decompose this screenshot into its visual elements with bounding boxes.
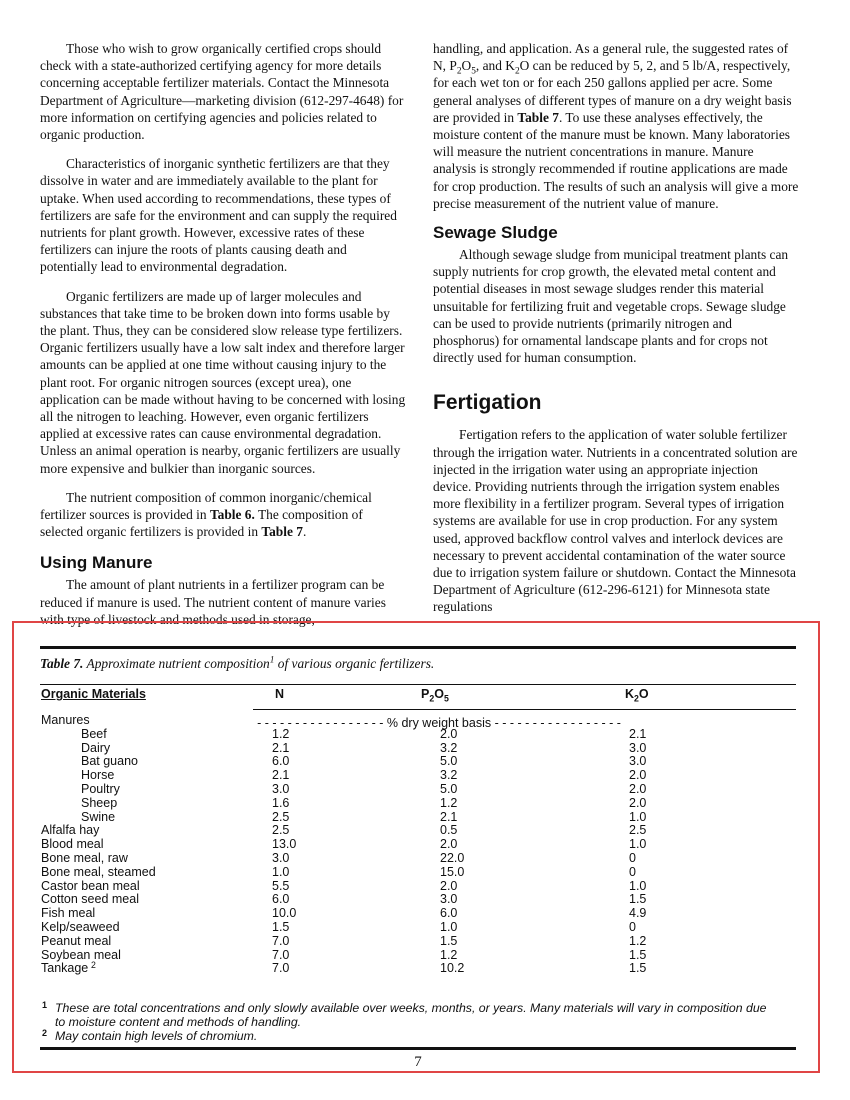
value-n: 6.0 [272, 754, 290, 769]
value-n: 7.0 [272, 933, 290, 948]
text-run: O [434, 687, 444, 701]
material-name: Peanut meal [41, 933, 112, 948]
value-n: 10.0 [272, 906, 297, 921]
value-k: 0 [629, 919, 636, 934]
footnote-text: These are total concentrations and only slowly available over weeks, months, or years. Many materials will vary in composition due to moisture content and methods of handling. [55, 1001, 767, 1029]
footnote-text: May contain high levels of chromium. [55, 1029, 258, 1043]
value-p: 6.0 [440, 906, 458, 921]
table-row [0, 755, 850, 769]
value-k: 4.9 [629, 906, 647, 921]
value-n: 1.5 [272, 919, 290, 934]
value-n: 1.0 [272, 864, 290, 879]
value-k: 1.5 [629, 892, 647, 907]
material-name: Manures [41, 713, 90, 727]
paragraph-certification: Those who wish to grow organically certified crops should check with a state-authorized certifying agency for more details concerning acceptable fertilizer materials. Contact the Minnesota Department of Agriculture—marketing division (612-297-4648) for more information on certifying agencies and policies related to organic production. [40, 41, 404, 143]
table-row [0, 824, 850, 838]
value-k: 1.0 [629, 837, 647, 852]
value-n: 13.0 [272, 837, 297, 852]
value-n: 7.0 [272, 947, 290, 962]
units-rule [253, 709, 796, 710]
material-name: Blood meal [41, 837, 104, 852]
subscript: 2 [456, 66, 462, 77]
value-k: 0 [629, 850, 636, 865]
material-name: Beef [81, 726, 107, 741]
value-p: 3.2 [440, 768, 458, 783]
table-row [0, 769, 850, 783]
value-p: 3.0 [440, 892, 458, 907]
material-name: Castor bean meal [41, 878, 140, 893]
table-body [0, 714, 850, 976]
value-k: 2.0 [629, 768, 647, 783]
material-name: Swine [81, 809, 116, 824]
value-k: 0 [629, 864, 636, 879]
value-p: 1.2 [440, 947, 458, 962]
left-column [40, 40, 406, 628]
right-column [433, 40, 799, 626]
paragraph-inorganic-characteristics: Characteristics of inorganic synthetic fertilizers are that they dissolve in water and are immediately available to the plant for uptake. When used according to recommendations, these types of fertilizers are safe for the environment and can supply the required nutrients for plant growth. However, excessive rates of these fertilizers can injure the roots of plants causing death and potentially lead to environmental degradation. [40, 156, 397, 275]
value-n: 2.5 [272, 823, 290, 838]
table-row [0, 742, 850, 756]
value-p: 10.2 [440, 961, 465, 976]
table-row [0, 714, 850, 728]
text-run: O [461, 58, 472, 74]
value-n: 2.1 [272, 740, 290, 755]
value-p: 5.0 [440, 754, 458, 769]
paragraph-sewage-sludge: Although sewage sludge from municipal treatment plants can supply nutrients for crop growth, the elevated metal content and potential diseases in most sewage sludges render this material unsuitable for fertilizing fruit and vegetable crops. Sewage sludge can be used to provide nutrients (primarily nitrogen and phosphorus) for ornamental landscape plants and for crops not directly used for human consumption. [433, 247, 789, 366]
table-row [0, 852, 850, 866]
table-6-reference: Table 6. [209, 507, 255, 523]
heading-fertigation: Fertigation [433, 391, 542, 415]
material-name: Horse [81, 768, 115, 783]
paragraph-organic-fertilizers: Organic fertilizers are made up of larger molecules and substances that take time to be broken down into forms usable by the plant. Thus, they can be considered slow release type fertilizers. Organic fertilizers usually have a low salt index and therefore larger amounts can be applied at one time without causing injury to the plant root. For organic nitrogen sources (except urea), one application can be made without having to be concerned with losing all the nitrogen to leaching. However, even organic fertilizers applied at excessive rates can cause environmental degradation. Unless an animal operation is nearby, organic fertilizers are usually more expensive and bulkier than inorganic sources. [40, 288, 406, 476]
value-n: 1.6 [272, 795, 290, 810]
table-row: Tankage 2 7.0 10.2 1.5 [41, 960, 647, 976]
value-p: 1.5 [440, 933, 458, 948]
material-name: Bone meal, steamed [41, 864, 156, 879]
material-name: Alfalfa hay [41, 823, 100, 838]
paragraph-fertigation: Fertigation refers to the application of water soluble fertilizer through the irrigation water. Nutrients in a concentrated solution are injected in the irrigation water using an appropriate injection device. Providing nutrients through the irrigation system enables more flexibility in a fertilizer program. Several types of irrigation systems are available for use in crop production. For any system used, approved backflow control valves and interlock devices are necessary to prevent accidental contamination of the water source due to irrigation system failure or shutdown. Contact the Minnesota Department of Agriculture (612-296-6121) for Minnesota state regulations [433, 427, 798, 615]
table-row [0, 935, 850, 949]
heading-using-manure: Using Manure [40, 553, 153, 573]
value-n: 3.0 [272, 850, 290, 865]
table-row [0, 880, 850, 894]
value-k: 1.2 [629, 933, 647, 948]
material-name: Bone meal, raw [41, 850, 128, 865]
value-k: 1.0 [629, 878, 647, 893]
table-row [0, 949, 850, 963]
value-n: 7.0 [272, 961, 290, 976]
value-p: 3.2 [440, 740, 458, 755]
text-run: Approximate nutrient composition [83, 656, 270, 671]
text-run: . To use these analyses effectively, the moisture content of the manure must be known. Many laboratories will measure the nutrient concentrations in manure. Manure analysis is strongly recommended if routine applications are made for crop production. The results of such an analysis will give a more precise measurement of the nutrient value of manure. [433, 109, 799, 211]
value-k: 3.0 [629, 740, 647, 755]
table-row [0, 921, 850, 935]
paragraph-nutrient-composition [40, 489, 406, 541]
value-k: 1.5 [629, 947, 647, 962]
table-row [0, 797, 850, 811]
table-row [0, 838, 850, 852]
value-n: 3.0 [272, 781, 290, 796]
value-p: 1.2 [440, 795, 458, 810]
footnote-2 [40, 1029, 780, 1043]
material-name: Fish meal [41, 906, 96, 921]
subscript: 5 [471, 66, 476, 77]
column-header-p2o5 [421, 687, 449, 704]
text-run: The nutrient composition of common inorganic/chemical fertilizer sources is provided in [40, 489, 372, 523]
value-p: 2.0 [440, 878, 458, 893]
table-7-reference: Table 7 [261, 524, 303, 540]
table-label: Table 7. [40, 656, 84, 671]
text-run: P [421, 687, 430, 701]
material-name: Poultry [81, 781, 120, 796]
value-n: 2.5 [272, 809, 290, 824]
column-header-n: N [275, 687, 285, 701]
text-run: K [625, 687, 635, 701]
value-p: 2.0 [440, 726, 458, 741]
value-k: 2.0 [629, 795, 647, 810]
table-row [0, 866, 850, 880]
value-p: 1.0 [440, 919, 458, 934]
table-header-rule [40, 684, 796, 685]
value-k: 2.1 [629, 726, 647, 741]
value-p: 2.0 [440, 837, 458, 852]
table-7-reference: Table 7 [517, 109, 559, 125]
text-run: handling, and application. As a general rule, the suggested rates of N, P [433, 41, 789, 74]
text-run: The composition of selected organic fertilizers is provided in [40, 507, 363, 540]
material-name: Kelp/seaweed [41, 919, 120, 934]
column-header-material: Organic Materials [41, 687, 146, 701]
text-run: of various organic fertilizers. [274, 656, 435, 671]
table-caption [40, 656, 434, 672]
heading-sewage-sludge: Sewage Sludge [433, 223, 558, 243]
footnote-marker: 2 [42, 1028, 48, 1038]
value-p: 15.0 [440, 864, 465, 879]
material-name: Tankage [41, 961, 89, 976]
material-name: Bat guano [81, 754, 138, 769]
value-n: 2.1 [272, 768, 290, 783]
value-p: 2.1 [440, 809, 458, 824]
subscript: 2 [634, 693, 639, 704]
subscript: 5 [443, 693, 449, 704]
text-run: , and K [475, 58, 515, 74]
value-p: 5.0 [440, 781, 458, 796]
table-bottom-rule [40, 1047, 796, 1050]
subscript: 2 [514, 66, 520, 77]
subscript: 2 [429, 693, 435, 704]
footnote-1 [40, 1001, 780, 1029]
table-row [0, 893, 850, 907]
material-name: Soybean meal [41, 947, 121, 962]
value-p: 22.0 [440, 850, 465, 865]
footnote-marker: 1 [42, 1000, 48, 1010]
column-header-k2o [625, 687, 649, 704]
text-run: O [638, 687, 649, 701]
text-run: . [302, 524, 307, 540]
material-name: Sheep [81, 795, 118, 810]
value-n: 6.0 [272, 892, 290, 907]
material-name: Dairy [81, 740, 111, 755]
value-k: 2.0 [629, 781, 647, 796]
value-k: 3.0 [629, 754, 647, 769]
value-k: 1.5 [629, 961, 647, 976]
value-p: 0.5 [440, 823, 458, 838]
paragraph-manure-continued [433, 40, 799, 212]
units-label: - - - - - - - - - - - - - - - - - % dry weight basis - - - - - - - - - - - - - - - - - [257, 716, 621, 730]
table-row [0, 907, 850, 921]
table-row [0, 783, 850, 797]
text-run: O can be reduced by 5, 2, and 5 lb/A, respectively, for each wet ton or for each 250 gallons applied per acre. Some general analyses of different types of manure on a dry weight basis are provided in [433, 58, 792, 125]
table-row [0, 811, 850, 825]
paragraph-manure: The amount of plant nutrients in a fertilizer program can be reduced if manure is used. The nutrient content of manure varies with type of livestock and methods used in storage, [40, 577, 386, 627]
value-k: 1.0 [629, 809, 647, 824]
value-n: 5.5 [272, 878, 290, 893]
page-number: 7 [414, 1054, 422, 1070]
table-row [0, 728, 850, 742]
table-top-rule [40, 646, 796, 649]
value-k: 2.5 [629, 823, 647, 838]
value-n: 1.2 [272, 726, 290, 741]
footnote-marker: 1 [269, 655, 275, 666]
material-name: Cotton seed meal [41, 892, 139, 907]
